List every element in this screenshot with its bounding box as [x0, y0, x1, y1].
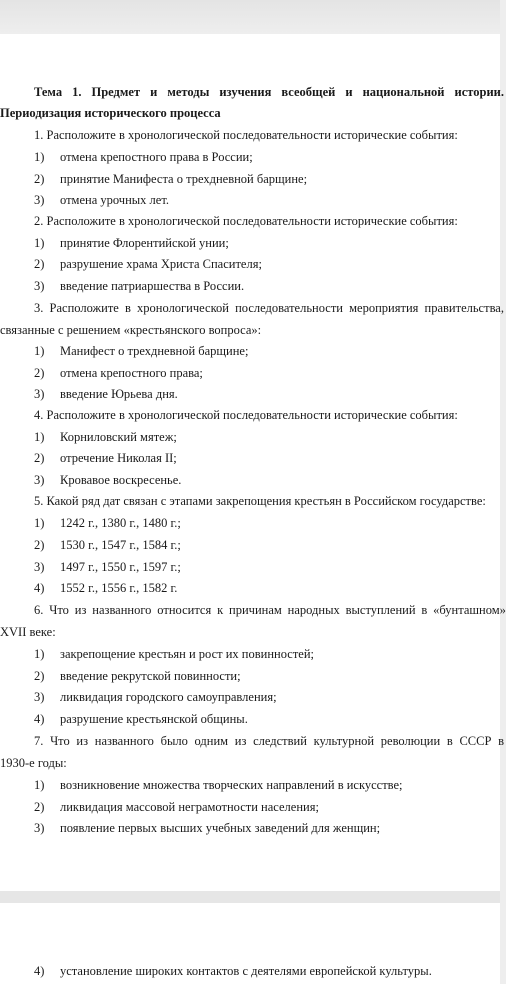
topic-title-word: методы	[167, 85, 210, 99]
question-7-word: революции	[380, 734, 441, 748]
q1-option-2: 2) принятие Манифеста о трехдневной барщине;	[34, 172, 308, 186]
q7-option-3: 3) появление первых высших учебных заведений для женщин;	[34, 821, 381, 835]
question-7-word: СССР	[459, 734, 492, 748]
q7-option-2: 2) ликвидация массовой неграмотности населения;	[34, 800, 319, 814]
q4-option-2: 2) отречение Николая II;	[34, 451, 177, 465]
question-7-continued: 1930-е годы:	[0, 756, 67, 770]
q3-option-1: 1) Манифест о трехдневной барщине;	[34, 344, 249, 358]
question-3-word: мероприятия	[349, 301, 419, 315]
topic-title-word: истории.	[454, 85, 504, 99]
q5-option-4: 4) 1552 г., 1556 г., 1582 г.	[34, 581, 178, 595]
question-7-word: из	[234, 734, 247, 748]
question-7-word: в	[446, 734, 453, 748]
question-6-word: причинам	[229, 603, 282, 617]
question-6-word: из	[74, 603, 87, 617]
q5-option-3: 3) 1497 г., 1550 г., 1597 г.;	[34, 560, 181, 574]
question-7-word: было	[160, 734, 188, 748]
page-gap	[0, 891, 500, 903]
question-6-word: к	[217, 603, 224, 617]
q6-option-2: 2) введение рекрутской повинности;	[34, 669, 241, 683]
question-3-word: Расположите	[49, 301, 119, 315]
question-6-continued: XVII веке:	[0, 625, 56, 639]
question-6-word: народных	[287, 603, 340, 617]
q4-option-1: 1) Корниловский мятеж;	[34, 430, 177, 444]
topic-title-word: национальной	[362, 85, 445, 99]
question-6-word: названного	[92, 603, 152, 617]
document-page-2	[0, 903, 500, 984]
question-7-word: из	[76, 734, 89, 748]
q3-option-2: 2) отмена крепостного права;	[34, 366, 203, 380]
question-7-word: Что	[50, 734, 70, 748]
topic-title	[34, 84, 504, 100]
question-7-word: в	[498, 734, 504, 748]
question-7-word: названного	[94, 734, 154, 748]
question-3-word: хронологической	[137, 301, 229, 315]
question-6	[34, 602, 506, 618]
q4-option-3: 3) Кровавое воскресенье.	[34, 473, 182, 487]
question-7-word: одним	[194, 734, 229, 748]
topic-title-word: Тема	[34, 85, 63, 99]
q2-option-3: 3) введение патриаршества в России.	[34, 279, 245, 293]
question-6-word: «бунташном»	[433, 603, 506, 617]
question-4: 4. Расположите в хронологической последовательности исторические события:	[34, 408, 458, 422]
question-7-word: 7.	[34, 734, 44, 748]
viewer-top-strip	[0, 0, 500, 34]
question-7	[34, 733, 504, 749]
question-5: 5. Какой ряд дат связан с этапами закрепощения крестьян в Российском государстве:	[34, 494, 486, 508]
question-7-word: следствий	[253, 734, 307, 748]
question-1: 1. Расположите в хронологической последовательности исторические события:	[34, 128, 458, 142]
q3-option-3: 3) введение Юрьева дня.	[34, 387, 178, 401]
q2-option-2: 2) разрушение храма Христа Спасителя;	[34, 257, 262, 271]
question-7-word: культурной	[313, 734, 375, 748]
q2-option-1: 1) принятие Флорентийской унии;	[34, 236, 229, 250]
question-3-continued: связанные с решением «крестьянского вопроса»:	[0, 323, 262, 337]
q6-option-1: 1) закрепощение крестьян и рост их повинностей;	[34, 647, 314, 661]
question-6-word: Что	[49, 603, 69, 617]
topic-title-word: и	[345, 85, 353, 99]
q5-option-2: 2) 1530 г., 1547 г., 1584 г.;	[34, 538, 181, 552]
q5-option-1: 1) 1242 г., 1380 г., 1480 г.;	[34, 516, 181, 530]
question-2: 2. Расположите в хронологической последовательности исторические события:	[34, 214, 458, 228]
question-3-word: последовательности	[235, 301, 343, 315]
q7-option-4: 4) установление широких контактов с деятелями европейской культуры.	[34, 964, 432, 978]
q6-option-4: 4) разрушение крестьянской общины.	[34, 712, 248, 726]
question-3	[34, 300, 504, 316]
q7-option-1: 1) возникновение множества творческих направлений в искусстве;	[34, 778, 403, 792]
q1-option-1: 1) отмена крепостного права в России;	[34, 150, 253, 164]
question-6-word: 6.	[34, 603, 44, 617]
topic-title-word: всеобщей	[281, 85, 336, 99]
question-3-word: в	[125, 301, 131, 315]
q1-option-3: 3) отмена урочных лет.	[34, 193, 169, 207]
topic-title-word: 1.	[72, 85, 82, 99]
topic-title-word: и	[150, 85, 158, 99]
question-3-word: правительства,	[424, 301, 504, 315]
topic-subtitle: Периодизация исторического процесса	[0, 106, 221, 120]
document-page-1	[0, 34, 506, 891]
topic-title-word: изучения	[219, 85, 272, 99]
question-6-word: в	[421, 603, 428, 617]
topic-title-word: Предмет	[91, 85, 141, 99]
question-6-word: выступлений	[345, 603, 416, 617]
q6-option-3: 3) ликвидация городского самоуправления;	[34, 690, 277, 704]
question-6-word: относится	[157, 603, 212, 617]
question-3-word: 3.	[34, 301, 44, 315]
